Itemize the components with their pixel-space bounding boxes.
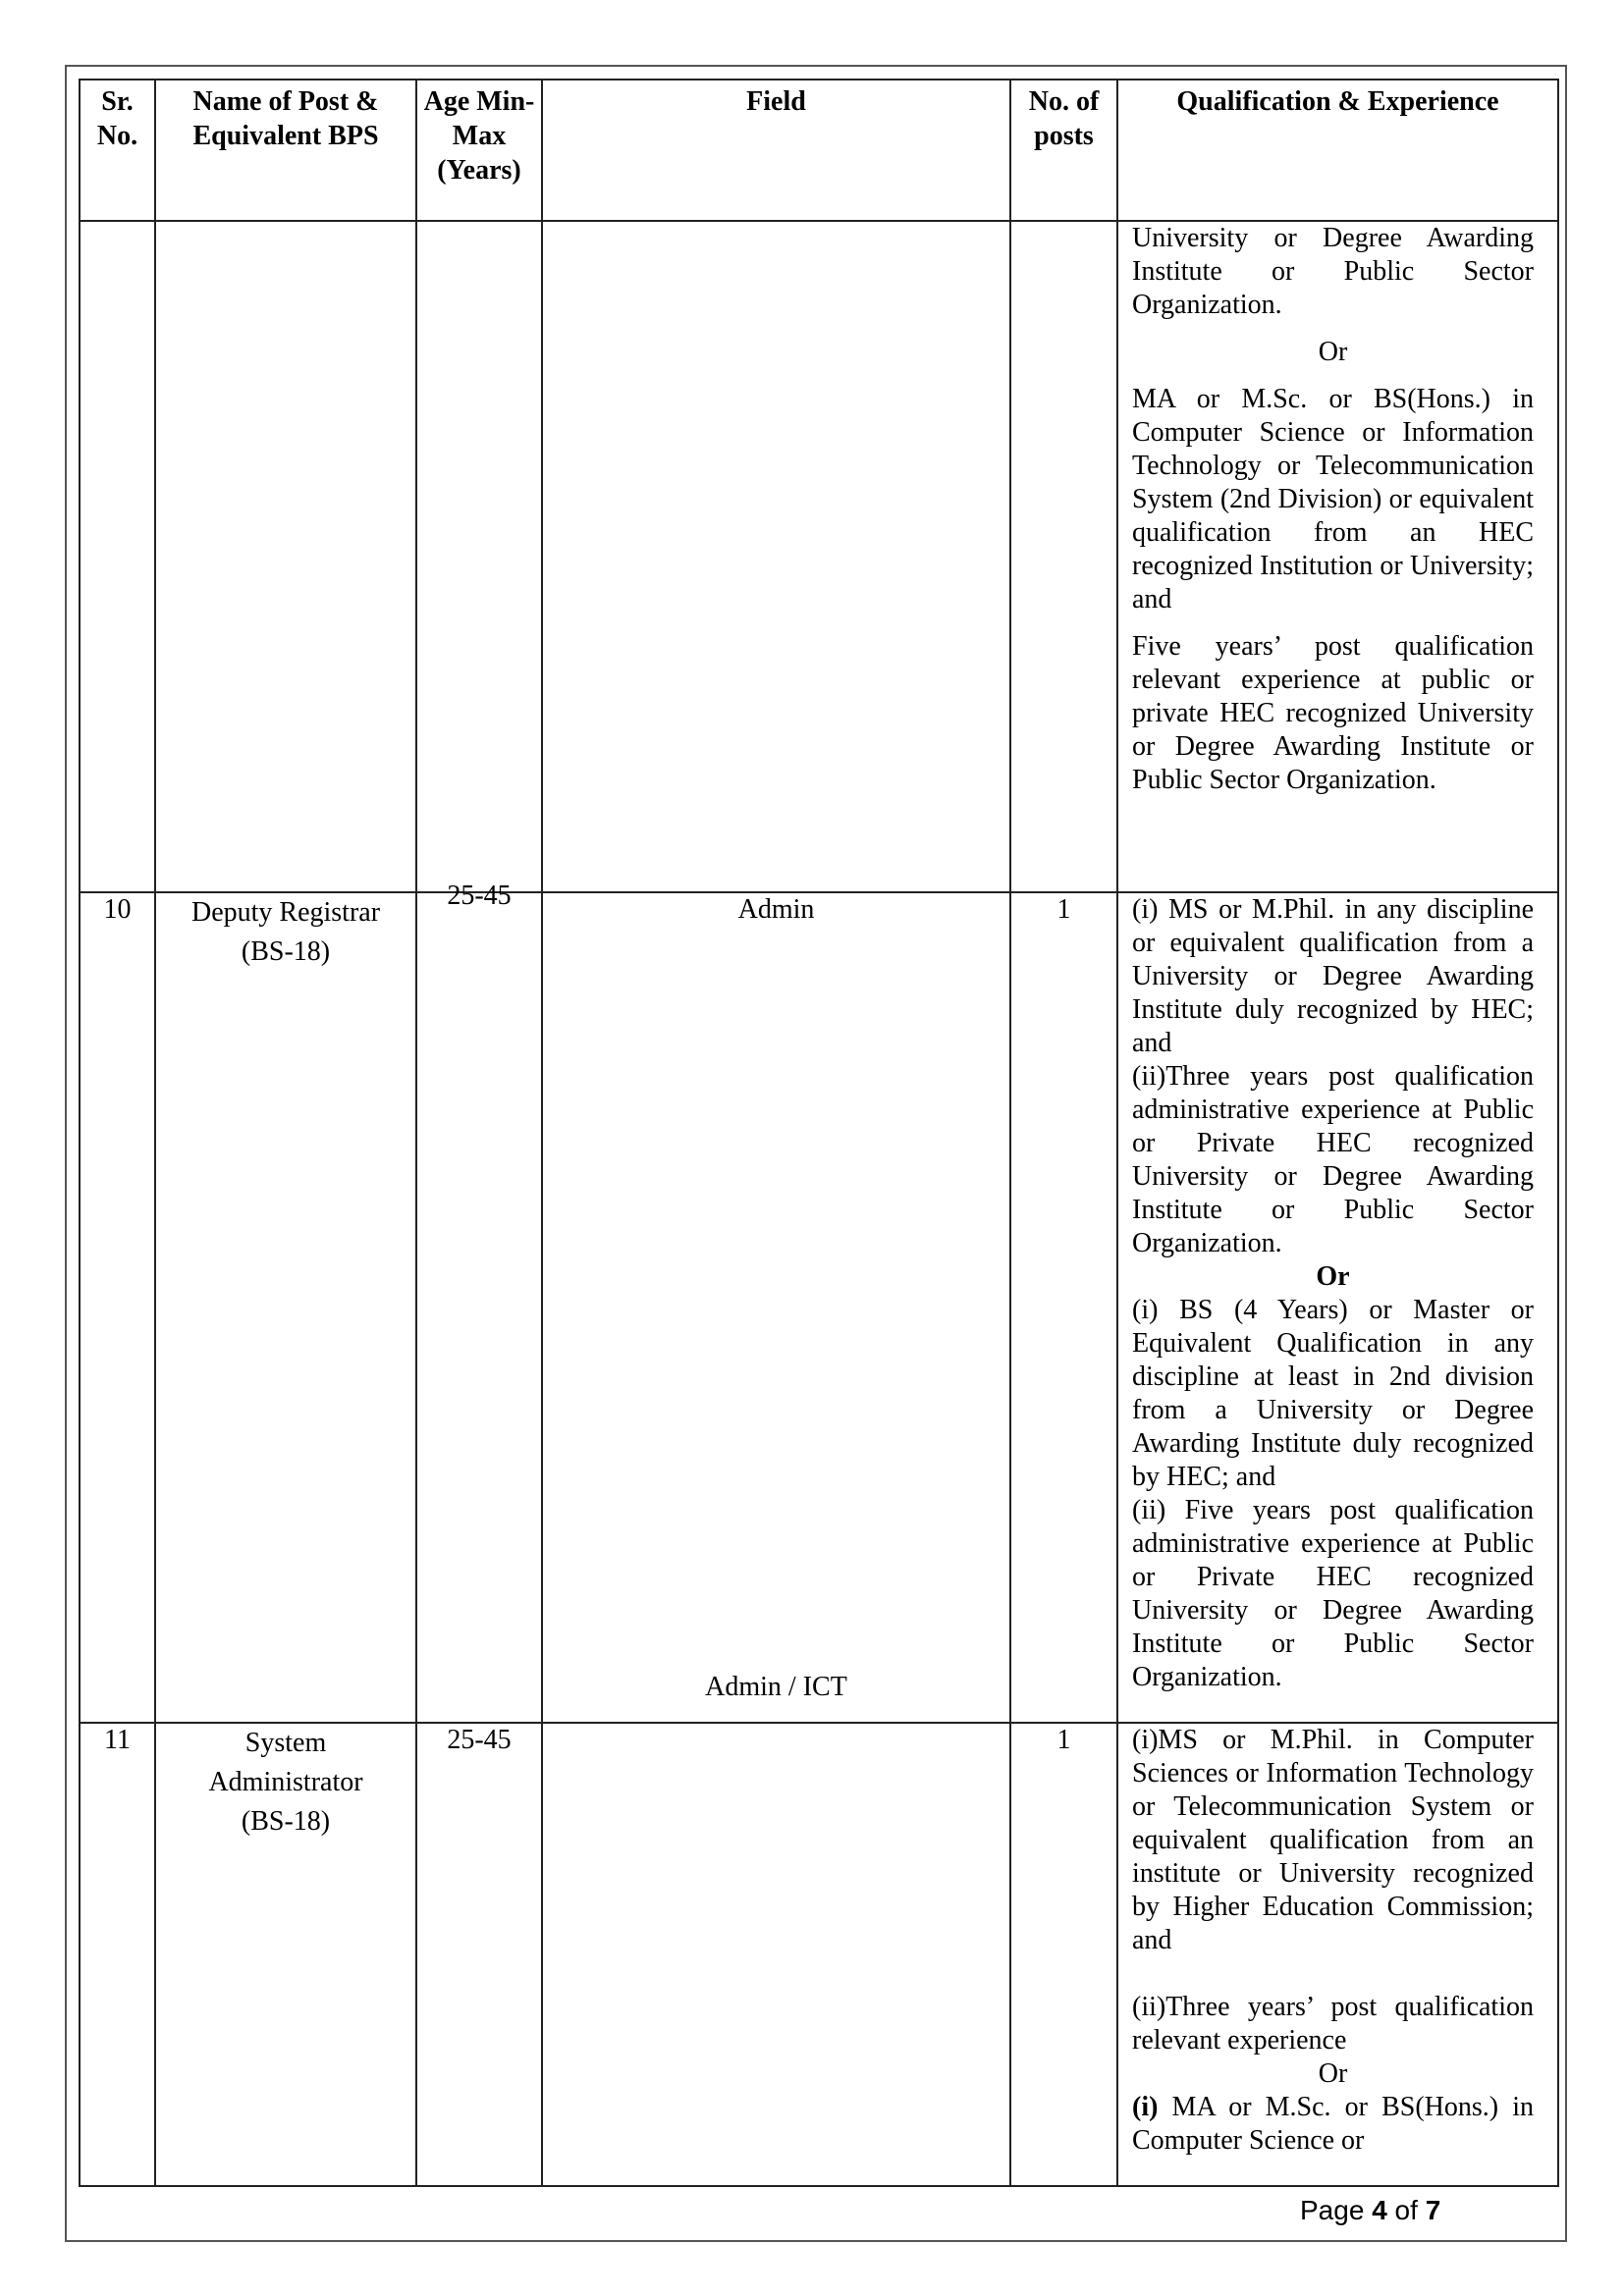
cell-empty — [416, 221, 542, 892]
qual-paragraph — [1132, 2091, 1534, 2158]
cell-empty — [80, 221, 155, 892]
vacancy-table — [79, 79, 1559, 2187]
table-row-continued — [80, 221, 1558, 892]
post-name: System — [244, 1728, 327, 1758]
table-row — [80, 892, 1558, 1723]
cell-post — [155, 892, 416, 1723]
table-row — [80, 1723, 1558, 2186]
cell-qualification — [1117, 892, 1558, 1723]
cell-age — [416, 881, 542, 1723]
post-name: Deputy Registrar — [190, 897, 381, 928]
qual-paragraph: (i) MS or M.Phil. in any discipline or equivalent qualification from a University or Degree Awarding Institute duly recognized by HEC; and — [1132, 894, 1534, 1058]
qual-paragraph: (i)MS or M.Phil. in Computer Sciences or Information Technology or Telecommunication System or equivalent qualification from an institute or University recognized by Higher Education Commission; and — [1132, 1725, 1534, 1955]
qual-paragraph: (ii)Three years’ post qualification relevant experience — [1132, 1992, 1534, 2056]
header-posts: No. of posts — [1010, 80, 1117, 221]
header-field: Field — [542, 80, 1010, 221]
post-bps: (BS-18) — [241, 1806, 331, 1837]
qual-paragraph: University or Degree Awarding Institute or Public Sector Organization. — [1132, 223, 1534, 320]
qual-paragraph: (i) BS (4 Years) or Master or Equivalent Qualification in any discipline at least in 2nd division from a University or Degree Awarding Institute duly recognized by HEC; and — [1132, 1295, 1534, 1492]
qual-or: Or — [1316, 1261, 1350, 1292]
header-qualification: Qualification & Experience — [1117, 80, 1558, 221]
cell-post — [155, 1723, 416, 2186]
spacer — [1132, 1957, 1534, 1991]
cell-field — [542, 1672, 1010, 2186]
qual-item-marker: (i) — [1132, 2092, 1159, 2122]
qual-paragraph: MA or M.Sc. or BS(Hons.) in Computer Science or Information Technology or Telecommunication System (2nd Division) or equivalent qualification from an HEC recognized Institution or University; and — [1132, 384, 1534, 614]
table-header-row — [80, 80, 1558, 221]
post-name: Administrator — [208, 1767, 363, 1797]
qual-text: MA or M.Sc. or BS(Hons.) in Computer Science or — [1132, 2092, 1534, 2156]
qual-paragraph: (ii) Five years post qualification administrative experience at Public or Private HEC recognized University or Degree Awarding Institute or Public Sector Organization. — [1132, 1495, 1534, 1692]
header-sr-no: Sr. No. — [80, 80, 155, 221]
header-post: Name of Post & Equivalent BPS — [155, 80, 416, 221]
cell-posts: 1 — [1010, 892, 1117, 1723]
cell-qualification — [1117, 221, 1558, 892]
qual-or: Or — [1318, 2058, 1348, 2089]
cell-field: Admin — [542, 892, 1010, 1723]
cell-age: 25-45 — [416, 1723, 542, 2186]
cell-empty — [155, 221, 416, 892]
post-bps: (BS-18) — [241, 936, 331, 967]
cell-empty — [542, 221, 1010, 892]
header-age: Age Min-Max (Years) — [416, 80, 542, 221]
cell-empty — [1010, 221, 1117, 892]
age-range: 25-45 — [447, 881, 512, 911]
cell-sr-no: 10 — [80, 892, 155, 1723]
cell-sr-no: 11 — [80, 1723, 155, 2186]
qual-paragraph: (ii)Three years post qualification administrative experience at Public or Private HEC recognized University or Degree Awarding Institute or Public Sector Organization. — [1132, 1061, 1534, 1258]
page-current: 4 — [1372, 2195, 1387, 2225]
cell-posts: 1 — [1010, 1723, 1117, 2186]
page-label: Page — [1300, 2195, 1365, 2225]
page-total: 7 — [1425, 2195, 1441, 2225]
qual-paragraph: Five years’ post qualification relevant experience at public or private HEC recognized University or Degree Awarding Institute or Public Sector Organization. — [1132, 631, 1534, 795]
page-of: of — [1394, 2195, 1418, 2225]
field-name: Admin / ICT — [705, 1672, 847, 1702]
cell-qualification — [1117, 1723, 1558, 2186]
page-number — [1300, 2195, 1440, 2226]
qual-or: Or — [1318, 337, 1348, 367]
